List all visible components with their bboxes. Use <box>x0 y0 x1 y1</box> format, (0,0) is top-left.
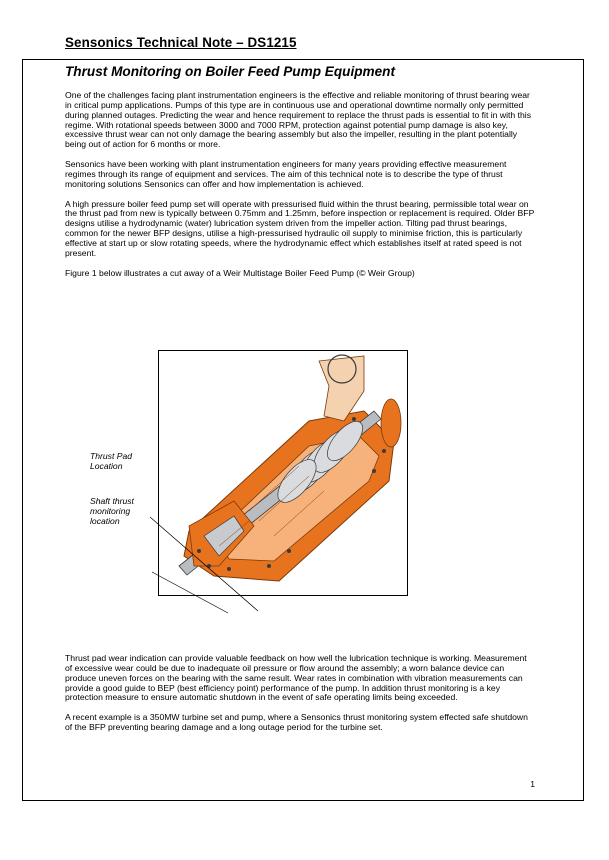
figure-caption: Figure 1 below illustrates a cut away of a Weir Multistage Boiler Feed Pump (© Weir Group) <box>65 267 415 278</box>
paragraph-sensonics: Sensonics have been working with plant instrumentation engineers for many years providing effective measurement regimes through its range of equipment and services. The aim of this technical note is to describe the type of thrust monitoring solutions Sensonics can offer and how implementation is achieved. <box>65 159 507 189</box>
document-body-continued <box>65 654 535 743</box>
page-number: 1 <box>530 779 535 789</box>
document-header: Sensonics Technical Note – DS1215 <box>65 35 297 50</box>
paragraph-high-pressure: A high pressure boiler feed pump set will operate with pressurised fluid within the thrust bearing, permissible total wear on the thrust pad from new is typically between 0.75mm and 1.25mm, before inspection or replacement is required. Older BFP designs utilise a hydrodynamic (water) lubrication system driven from the impeller action. Tilting pad thrust bearings, common for the newer BFP designs, utilise a high-pressurised hydraulic oil supply to minimise friction, this is particularly effective at start up or slow rotating speeds, where the hydrodynamic effect which establishes itself at rated speed is not present. <box>65 198 535 258</box>
document-title: Thrust Monitoring on Boiler Feed Pump Equipment <box>65 64 396 79</box>
paragraph-recent-example: A recent example is a 350MW turbine set and pump, where a Sensonics thrust monitoring system effected safe shutdown of the BFP preventing bearing damage and a long outage period for the turbine set. <box>65 712 528 733</box>
paragraph-intro: One of the challenges facing plant instrumentation engineers is the effective and reliable monitoring of thrust bearing wear in critical pump applications. Pumps of this type are in continuous use and operational downtime normally only permitted during planned outages. Predicting the wear and hence requirement to replace the thrust pads is essential to fit in with this regime. With rotational speeds between 3000 and 7000 RPM, protection against potential pump damage is also key, excessive thrust wear can not only damage the bearing assembly but also the impeller, resulting in the plant potentially being out of action for 6 months or more. <box>65 90 532 150</box>
callout-shaft-thrust-text: Shaft thrust monitoring location <box>90 496 134 526</box>
callout-thrust-pad-location <box>90 451 152 471</box>
callout-shaft-thrust-location <box>90 496 150 526</box>
callout-thrust-pad-text: Thrust Pad Location <box>90 451 133 471</box>
paragraph-wear-indication: Thrust pad wear indication can provide valuable feedback on how well the lubrication technique is working. Measurement of excessive wear could be due to inadequate oil pressure or flow around the assembly; a worn balance device can produce uneven forces on the bearing with the same result. Wear rates in combination with vibration measurements can provide a good guide to BEP (best efficiency point) performance of the pump. In addition thrust monitoring is a key protection measure to ensure automatic shutdown in the event of safe operating limits being exceeded. <box>65 653 527 703</box>
